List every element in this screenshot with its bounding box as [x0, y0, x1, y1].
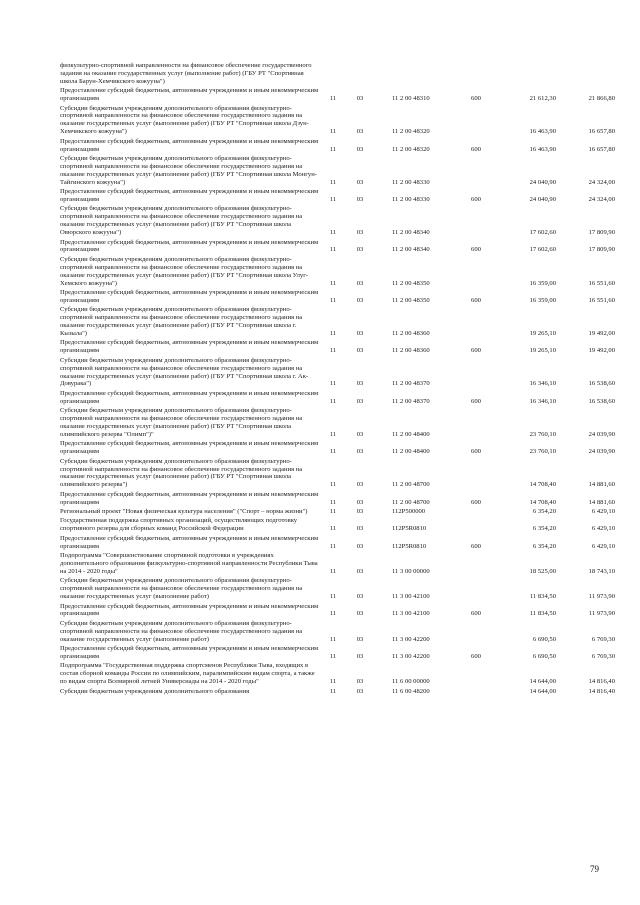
row-expense-type: 600: [471, 610, 481, 618]
row-target-article: 11 3 00 42100: [392, 610, 430, 618]
row-amount-year2: 6 769,30: [591, 652, 615, 660]
row-section: 11: [329, 635, 337, 643]
row-section: 11: [329, 128, 337, 136]
row-section: 11: [329, 246, 337, 254]
row-target-article: 11 2 00 48310: [392, 95, 430, 103]
row-name: Подпрограмма "Совершенствование спортивной подготовки в учреждениях дополнительного образования физкультурно-спортивной направленности Республики Тыва на 2014 - 2020 годы": [60, 552, 318, 575]
row-section: 11: [329, 145, 337, 153]
row-subsection: 03: [356, 330, 364, 337]
row-amount-year2: 16 538,60: [588, 397, 615, 405]
row-name: Предоставление субсидий бюджетным, автономным учреждениям и иным некоммерческим организациям: [60, 87, 319, 103]
row-section: 11: [329, 593, 337, 601]
row-target-article: 11 3 00 42200: [392, 635, 430, 643]
row-amount-year1: 23 760,10: [529, 430, 556, 438]
table-row: [60, 357, 615, 389]
row-name: Предоставление субсидий бюджетным, автономным учреждениям и иным некоммерческим организациям: [60, 389, 319, 405]
row-name: Субсидии бюджетным учреждениям дополнительного образования физкультурно-спортивной направленности на финансовое обеспечение государственного задания на оказание государственных услуг (выполнение работ) (ГБУ РТ "Спортивная школа Овюрского кожууна"): [60, 205, 303, 237]
row-amount-year2: 24 039,90: [588, 448, 615, 456]
row-section: 11: [329, 481, 337, 489]
row-amount-year2: 24 039,90: [588, 430, 615, 438]
table-row: [60, 552, 615, 576]
row-target-article: 11 2 00 48340: [392, 229, 430, 237]
row-target-article: 11 2 00 48350: [392, 279, 430, 287]
row-amount-year1: 14 708,40: [529, 498, 556, 506]
row-section: 11: [329, 508, 337, 516]
row-expense-type: 600: [471, 542, 481, 550]
row-subsection: 03: [356, 687, 364, 695]
row-name: Подпрограмма "Государственная поддержка спортсменов Республики Тыва, входящих в состав сборной команды России по олимпийским, паралимпийским видам спорта, а также по видам спорта Всемирной летней Универсиады на 2014 - 2020 годы": [60, 662, 315, 686]
row-section: 11: [329, 229, 337, 237]
table-row: [60, 645, 615, 661]
table-row: [60, 105, 615, 137]
row-subsection: 03: [356, 481, 364, 489]
row-amount-year1: 6 690,50: [532, 635, 556, 643]
row-subsection: 03: [356, 347, 364, 355]
row-amount-year2: 14 816,40: [588, 678, 615, 686]
row-expense-type: 600: [471, 397, 481, 405]
row-amount-year1: 16 359,00: [529, 296, 556, 304]
row-expense-type: 600: [471, 498, 481, 506]
row-target-article: 11 2 00 48330: [392, 196, 430, 203]
row-name: Предоставление субсидий бюджетным, автономным учреждениям и иным некоммерческим организациям: [60, 602, 319, 618]
row-expense-type: 600: [471, 347, 481, 355]
row-subsection: 03: [356, 498, 364, 506]
row-target-article: 11 3 00 00000: [392, 567, 430, 575]
row-subsection: 03: [356, 229, 364, 237]
row-name: Государственная поддержка спортивных организаций, осуществляющих подготовку спортивного резерва для сборных команд Российской Федерации: [60, 517, 298, 533]
row-section: 11: [329, 542, 337, 550]
row-subsection: 03: [356, 178, 364, 186]
row-amount-year1: 18 525,00: [529, 567, 556, 575]
row-amount-year1: 17 602,60: [529, 229, 556, 237]
row-amount-year1: 21 612,30: [529, 95, 556, 103]
table-row: [60, 535, 615, 551]
table-row: [60, 289, 615, 305]
row-subsection: 03: [356, 652, 364, 660]
row-target-article: 11 2 00 48700: [392, 498, 430, 506]
row-subsection: 03: [356, 95, 364, 103]
row-name: Субсидии бюджетным учреждениям дополнительного образования физкультурно-спортивной направленности на финансовое обеспечение государственного задания на оказание государственных услуг (выполнение работ): [60, 577, 303, 601]
row-amount-year2: 11 973,90: [588, 610, 615, 618]
table-row: [60, 188, 615, 204]
row-expense-type: 600: [471, 246, 481, 254]
row-name: Субсидии бюджетным учреждениям дополнительного образования: [60, 687, 250, 695]
row-section: 11: [329, 610, 337, 618]
row-amount-year1: 16 359,00: [529, 279, 556, 287]
row-subsection: 03: [356, 448, 364, 456]
row-amount-year2: 14 881,60: [588, 481, 615, 489]
row-amount-year2: 24 324,00: [588, 178, 615, 186]
row-expense-type: 600: [471, 296, 481, 304]
row-target-article: 11 2 00 48360: [392, 347, 430, 355]
table-row: [60, 87, 615, 103]
row-amount-year2: 16 538,60: [588, 380, 615, 388]
row-name: Предоставление субсидий бюджетным, автономным учреждениям и иным некоммерческим организациям: [60, 645, 319, 660]
row-amount-year1: 6 354,20: [532, 508, 556, 516]
row-amount-year1: 16 463,90: [529, 145, 556, 153]
row-target-article: 11 2 00 48320: [392, 145, 430, 153]
row-name: Субсидии бюджетным учреждениям дополнительного образования физкультурно-спортивной направленности на финансовое обеспечение государственного задания на оказание государственных услуг (выполнение работ) (ГБУ РТ "Спортивная школа г. Кызыла"): [60, 306, 303, 337]
row-name: Субсидии бюджетным учреждениям дополнительного образования физкультурно-спортивной направленности на финансовое обеспечение государственного задания на оказание государственных услуг (выполнение работ) (ГБУ РТ "Спортивная школа Улуг-Хемского кожууна"): [60, 255, 309, 287]
table-row: [60, 603, 615, 619]
row-subsection: 03: [356, 296, 364, 304]
row-section: 11: [329, 347, 337, 355]
budget-table: [60, 62, 615, 697]
row-name: Предоставление субсидий бюджетным, автономным учреждениям и иным некоммерческим организациям: [60, 534, 319, 550]
row-name: Предоставление субсидий бюджетным, автономным учреждениям и иным некоммерческим организациям: [60, 188, 319, 203]
row-amount-year2: 21 866,80: [588, 95, 615, 103]
row-section: 11: [329, 567, 337, 575]
table-row: [60, 662, 615, 686]
row-subsection: 03: [356, 397, 364, 405]
row-amount-year1: 16 346,10: [529, 397, 556, 405]
table-row: [60, 205, 615, 237]
row-section: 11: [329, 95, 337, 103]
row-target-article: 11 2 00 48370: [392, 397, 430, 405]
row-name: Региональный проект "Новая физическая культура населения" ("Спорт – норма жизни"): [60, 508, 308, 516]
row-section: 11: [329, 687, 337, 695]
row-subsection: 03: [356, 678, 364, 686]
row-target-article: 11 2 00 48350: [392, 296, 430, 304]
row-amount-year2: 6 769,30: [591, 635, 615, 643]
table-row: [60, 155, 615, 187]
row-amount-year1: 16 346,10: [529, 380, 556, 388]
row-subsection: 03: [356, 525, 364, 533]
row-amount-year2: 6 429,10: [591, 525, 615, 533]
row-amount-year1: 23 760,10: [529, 448, 556, 456]
table-row: [60, 517, 615, 533]
row-amount-year2: 19 492,00: [588, 330, 615, 337]
row-target-article: 11 6 00 00000: [392, 678, 430, 686]
row-amount-year1: 6 690,50: [532, 652, 556, 660]
row-expense-type: 600: [471, 145, 481, 153]
row-target-article: 11 2 00 48400: [392, 430, 430, 438]
table-row: [60, 491, 615, 507]
table-row: [60, 407, 615, 439]
table-row: [60, 339, 615, 355]
row-amount-year2: 18 743,10: [588, 567, 615, 575]
row-expense-type: 600: [471, 95, 481, 103]
table-row: [60, 138, 615, 154]
row-subsection: 03: [356, 430, 364, 438]
row-target-article: 11 2 00 48700: [392, 481, 430, 489]
row-name: Предоставление субсидий бюджетным, автономным учреждениям и иным некоммерческим организациям: [60, 440, 319, 456]
row-amount-year2: 16 551,60: [588, 296, 615, 304]
row-name: Предоставление субсидий бюджетным, автономным учреждениям и иным некоммерческим организациям: [60, 137, 319, 153]
row-amount-year2: 14 881,60: [588, 498, 615, 506]
row-target-article: 11 2 00 48330: [392, 178, 430, 186]
row-amount-year1: 6 354,20: [532, 542, 556, 550]
row-amount-year1: 14 644,00: [529, 687, 556, 695]
row-section: 11: [329, 279, 337, 287]
row-amount-year2: 16 657,80: [588, 128, 615, 136]
row-amount-year2: 6 429,10: [591, 508, 615, 516]
row-target-article: 11 2 00 48400: [392, 448, 430, 456]
row-amount-year1: 17 602,60: [529, 246, 556, 254]
row-subsection: 03: [356, 246, 364, 254]
row-section: 11: [329, 330, 337, 337]
row-amount-year1: 14 708,40: [529, 481, 556, 489]
row-name: физкультурно-спортивной направленности на финансовое обеспечение государственного задания на оказание государственных услуг (выполнение работ) (ГБУ РТ "Спортивная школа Барун-Хемчикского кожууна"): [60, 62, 312, 85]
row-name: Субсидии бюджетным учреждениям дополнительного образования физкультурно-спортивной направленности на финансовое обеспечение государственного задания на оказание государственных услуг (выполнение работ) (ГБУ РТ "Спортивная школа г. Ак-Довурака"): [60, 356, 309, 388]
row-subsection: 03: [356, 380, 364, 388]
row-section: 11: [329, 296, 337, 304]
row-section: 11: [329, 196, 337, 203]
row-amount-year2: 16 657,80: [588, 145, 615, 153]
row-amount-year1: 14 644,00: [529, 678, 556, 686]
row-target-article: 11 2 00 48360: [392, 330, 430, 337]
page-number: 79: [590, 864, 599, 874]
row-section: 11: [329, 178, 337, 186]
row-section: 11: [329, 498, 337, 506]
row-target-article: 11 6 00 48200: [392, 687, 430, 695]
row-name: Субсидии бюджетным учреждениям дополнительного образования физкультурно-спортивной направленности на финансовое обеспечение государственного задания на оказание государственных услуг (выполнение работ): [60, 619, 303, 643]
row-section: 11: [329, 448, 337, 456]
table-row: [60, 390, 615, 406]
table-row: [60, 256, 615, 288]
row-section: 11: [329, 652, 337, 660]
row-amount-year2: 17 809,90: [588, 246, 615, 254]
row-target-article: 112P5R0810: [392, 525, 427, 533]
row-name: Субсидии бюджетным учреждениям дополнительного образования физкультурно-спортивной направленности на финансовое обеспечение государственного задания на оказание государственных услуг (выполнение работ) (ГБУ РТ "Спортивная школа Дзун-Хемчикского кожууна"): [60, 104, 309, 136]
row-section: 11: [329, 430, 337, 438]
table-row: [60, 458, 615, 490]
row-subsection: 03: [356, 196, 364, 203]
row-subsection: 03: [356, 279, 364, 287]
table-row: [60, 440, 615, 456]
row-amount-year1: 19 265,10: [529, 347, 556, 355]
table-row: [60, 62, 615, 86]
row-section: 11: [329, 525, 337, 533]
row-target-article: 11 2 00 48340: [392, 246, 430, 254]
row-amount-year2: 17 809,90: [588, 229, 615, 237]
table-row: [60, 620, 615, 644]
row-name: Субсидии бюджетным учреждениям дополнительного образования физкультурно-спортивной направленности на финансовое обеспечение государственного задания на оказание государственных услуг (выполнение работ) (ГБУ РТ "Спортивная школа олимпийского резерва "Олимп")": [60, 407, 303, 438]
row-subsection: 03: [356, 145, 364, 153]
row-amount-year1: 24 040,90: [529, 178, 556, 186]
row-name: Предоставление субсидий бюджетным, автономным учреждениям и иным некоммерческим организациям: [60, 288, 319, 304]
table-row: [60, 688, 615, 696]
row-name: Субсидии бюджетным учреждениям дополнительного образования физкультурно-спортивной направленности на финансовое обеспечение государственного задания на оказание государственных услуг (выполнение работ) (ГБУ РТ "Спортивная школа олимпийского резерва"): [60, 457, 303, 489]
table-row: [60, 508, 615, 516]
row-target-article: 11 3 00 42200: [392, 652, 430, 660]
row-amount-year2: 16 551,60: [588, 279, 615, 287]
row-amount-year1: 6 354,20: [532, 525, 556, 533]
row-expense-type: 600: [471, 448, 481, 456]
row-amount-year1: 19 265,10: [529, 330, 556, 337]
row-subsection: 03: [356, 567, 364, 575]
row-subsection: 03: [356, 593, 364, 601]
row-name: Субсидии бюджетным учреждениям дополнительного образования физкультурно-спортивной направленности на финансовое обеспечение государственного задания на оказание государственных услуг (выполнение работ) (ГБУ РТ "Спортивная школа Монгун-Тайгинского кожууна"): [60, 154, 317, 186]
row-name: Предоставление субсидий бюджетным, автономным учреждениям и иным некоммерческим организациям: [60, 238, 319, 254]
row-subsection: 03: [356, 508, 364, 516]
table-row: [60, 306, 615, 338]
row-target-article: 11 3 00 42100: [392, 593, 430, 601]
row-amount-year1: 24 040,90: [529, 196, 556, 203]
table-row: [60, 577, 615, 601]
row-name: Предоставление субсидий бюджетным, автономным учреждениям и иным некоммерческим организациям: [60, 490, 319, 506]
row-amount-year2: 6 429,10: [591, 542, 615, 550]
row-subsection: 03: [356, 635, 364, 643]
row-amount-year2: 19 492,00: [588, 347, 615, 355]
row-subsection: 03: [356, 610, 364, 618]
row-expense-type: 600: [471, 196, 481, 203]
row-target-article: 112P500000: [392, 508, 426, 516]
table-row: [60, 239, 615, 255]
row-section: 11: [329, 397, 337, 405]
row-subsection: 03: [356, 128, 364, 136]
row-subsection: 03: [356, 542, 364, 550]
row-amount-year1: 11 834,50: [529, 593, 556, 601]
row-target-article: 11 2 00 48320: [392, 128, 430, 136]
row-section: 11: [329, 678, 337, 686]
row-target-article: 11 2 00 48370: [392, 380, 430, 388]
row-amount-year2: 14 816,40: [588, 687, 615, 695]
row-target-article: 112P5R0810: [392, 542, 427, 550]
row-expense-type: 600: [471, 652, 481, 660]
row-name: Предоставление субсидий бюджетным, автономным учреждениям и иным некоммерческим организациям: [60, 339, 319, 355]
row-amount-year1: 11 834,50: [529, 610, 556, 618]
row-amount-year2: 24 324,00: [588, 196, 615, 203]
row-section: 11: [329, 380, 337, 388]
row-amount-year1: 16 463,90: [529, 128, 556, 136]
row-amount-year2: 11 973,90: [588, 593, 615, 601]
